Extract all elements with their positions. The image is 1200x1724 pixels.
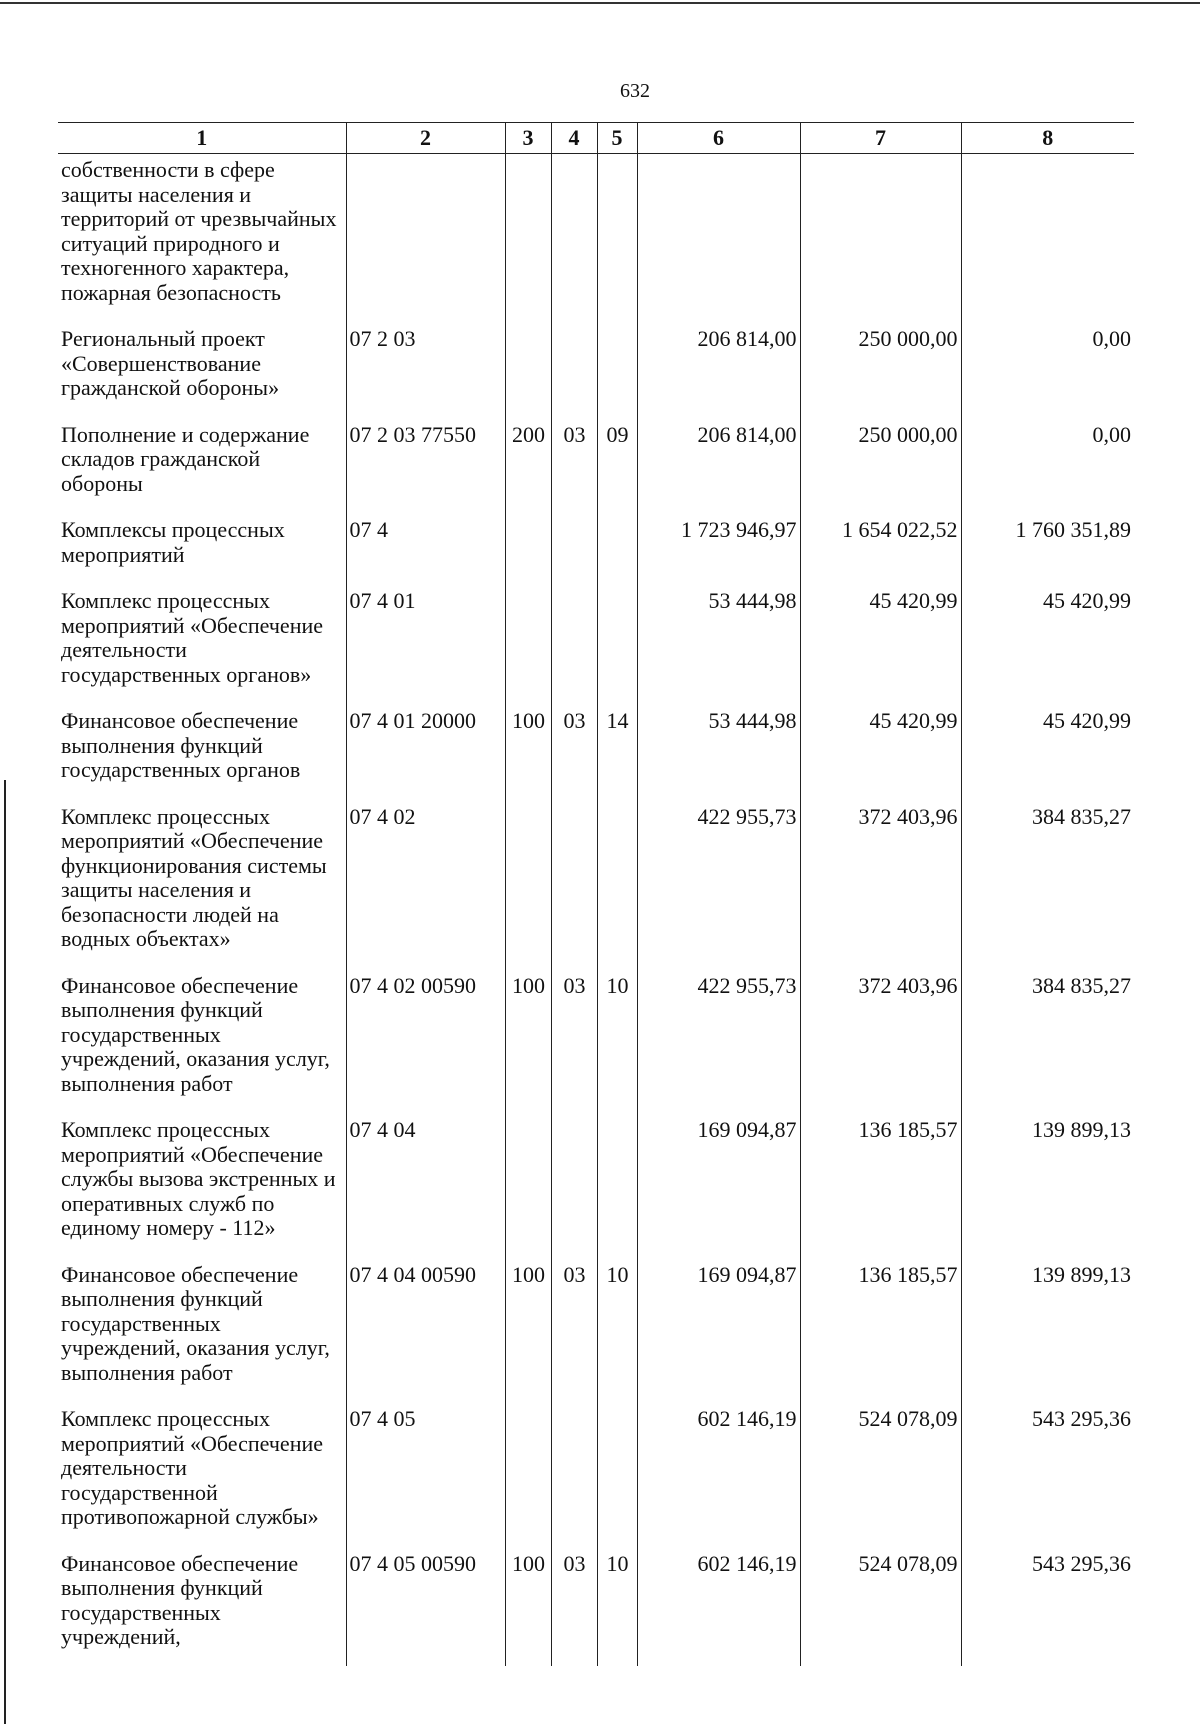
row-col6: 169 094,87 bbox=[637, 1114, 800, 1259]
row-col7: 372 403,96 bbox=[800, 970, 961, 1115]
row-name: Финансовое обеспечение выполнения функций государственных учреждений, оказания услуг, выполнения работ bbox=[58, 1259, 346, 1404]
row-col6: 169 094,87 bbox=[637, 1259, 800, 1404]
row-col8: 1 760 351,89 bbox=[961, 514, 1134, 585]
table-row bbox=[58, 705, 1134, 801]
row-col8: 45 420,99 bbox=[961, 705, 1134, 801]
row-col3: 200 bbox=[505, 419, 551, 515]
row-code: 07 2 03 77550 bbox=[346, 419, 505, 515]
column-header-8: 8 bbox=[961, 123, 1134, 154]
column-header-6: 6 bbox=[637, 123, 800, 154]
row-code: 07 4 04 00590 bbox=[346, 1259, 505, 1404]
row-col5 bbox=[597, 154, 637, 324]
row-col5: 14 bbox=[597, 705, 637, 801]
row-col6: 602 146,19 bbox=[637, 1403, 800, 1548]
row-col7: 136 185,57 bbox=[800, 1114, 961, 1259]
table-row bbox=[58, 1259, 1134, 1404]
row-col3 bbox=[505, 1114, 551, 1259]
row-col8: 45 420,99 bbox=[961, 585, 1134, 705]
row-col8: 543 295,36 bbox=[961, 1403, 1134, 1548]
budget-table bbox=[58, 122, 1134, 1666]
row-code: 07 4 02 00590 bbox=[346, 970, 505, 1115]
row-col7: 45 420,99 bbox=[800, 705, 961, 801]
table-row bbox=[58, 585, 1134, 705]
row-col6 bbox=[637, 154, 800, 324]
row-col3 bbox=[505, 1403, 551, 1548]
row-col6: 53 444,98 bbox=[637, 705, 800, 801]
row-col8: 0,00 bbox=[961, 323, 1134, 419]
row-col4: 03 bbox=[551, 1548, 597, 1666]
row-name: Комплекс процессных мероприятий «Обеспечение деятельности государственных органов» bbox=[58, 585, 346, 705]
row-name: Комплекс процессных мероприятий «Обеспечение деятельности государственной противопожарной службы» bbox=[58, 1403, 346, 1548]
row-code: 07 4 02 bbox=[346, 801, 505, 970]
row-col8: 0,00 bbox=[961, 419, 1134, 515]
row-col7: 1 654 022,52 bbox=[800, 514, 961, 585]
row-col8: 384 835,27 bbox=[961, 801, 1134, 970]
row-name: Финансовое обеспечение выполнения функций государственных учреждений, оказания услуг, выполнения работ bbox=[58, 970, 346, 1115]
row-code: 07 4 01 bbox=[346, 585, 505, 705]
row-col7: 250 000,00 bbox=[800, 419, 961, 515]
row-col7: 45 420,99 bbox=[800, 585, 961, 705]
row-col4: 03 bbox=[551, 419, 597, 515]
row-col4: 03 bbox=[551, 1259, 597, 1404]
row-name: Финансовое обеспечение выполнения функций государственных учреждений, bbox=[58, 1548, 346, 1666]
table-row bbox=[58, 970, 1134, 1115]
row-col5: 10 bbox=[597, 1548, 637, 1666]
column-header-2: 2 bbox=[346, 123, 505, 154]
row-col5 bbox=[597, 323, 637, 419]
row-col8: 543 295,36 bbox=[961, 1548, 1134, 1666]
row-name: Финансовое обеспечение выполнения функций государственных органов bbox=[58, 705, 346, 801]
row-col6: 206 814,00 bbox=[637, 323, 800, 419]
row-col3: 100 bbox=[505, 1548, 551, 1666]
row-col5: 09 bbox=[597, 419, 637, 515]
table-row bbox=[58, 1114, 1134, 1259]
row-col4 bbox=[551, 801, 597, 970]
row-col8: 384 835,27 bbox=[961, 970, 1134, 1115]
row-col5 bbox=[597, 585, 637, 705]
scan-border-left bbox=[4, 780, 6, 1724]
row-col6: 602 146,19 bbox=[637, 1548, 800, 1666]
row-col6: 206 814,00 bbox=[637, 419, 800, 515]
row-col5 bbox=[597, 1403, 637, 1548]
row-col7: 136 185,57 bbox=[800, 1259, 961, 1404]
row-col7: 372 403,96 bbox=[800, 801, 961, 970]
row-col6: 422 955,73 bbox=[637, 970, 800, 1115]
column-header-3: 3 bbox=[505, 123, 551, 154]
column-header-4: 4 bbox=[551, 123, 597, 154]
row-name: Комплекс процессных мероприятий «Обеспечение функционирования системы защиты населения и безопасности людей на водных объектах» bbox=[58, 801, 346, 970]
row-code bbox=[346, 154, 505, 324]
table-row bbox=[58, 1403, 1134, 1548]
table-row bbox=[58, 514, 1134, 585]
table-header-row bbox=[58, 123, 1134, 154]
row-col3 bbox=[505, 585, 551, 705]
table-row bbox=[58, 323, 1134, 419]
row-col7 bbox=[800, 154, 961, 324]
row-col4: 03 bbox=[551, 970, 597, 1115]
row-code: 07 4 01 20000 bbox=[346, 705, 505, 801]
row-col7: 250 000,00 bbox=[800, 323, 961, 419]
row-col5: 10 bbox=[597, 1259, 637, 1404]
row-col5: 10 bbox=[597, 970, 637, 1115]
row-col5 bbox=[597, 514, 637, 585]
row-col4 bbox=[551, 1403, 597, 1548]
row-col8 bbox=[961, 154, 1134, 324]
row-name: Комплексы процессных мероприятий bbox=[58, 514, 346, 585]
column-header-1: 1 bbox=[58, 123, 346, 154]
row-col3 bbox=[505, 154, 551, 324]
row-col6: 53 444,98 bbox=[637, 585, 800, 705]
row-name: Региональный проект «Совершенствование гражданской обороны» bbox=[58, 323, 346, 419]
row-col7: 524 078,09 bbox=[800, 1403, 961, 1548]
table-row bbox=[58, 1548, 1134, 1666]
row-col4 bbox=[551, 154, 597, 324]
row-col3: 100 bbox=[505, 1259, 551, 1404]
row-code: 07 4 bbox=[346, 514, 505, 585]
row-col6: 1 723 946,97 bbox=[637, 514, 800, 585]
row-code: 07 2 03 bbox=[346, 323, 505, 419]
page-number: 632 bbox=[620, 80, 650, 102]
row-col5 bbox=[597, 1114, 637, 1259]
table-row bbox=[58, 154, 1134, 324]
row-col3: 100 bbox=[505, 705, 551, 801]
row-name: Комплекс процессных мероприятий «Обеспечение службы вызова экстренных и оперативных служб по единому номеру - 112» bbox=[58, 1114, 346, 1259]
column-header-7: 7 bbox=[800, 123, 961, 154]
row-col4: 03 bbox=[551, 705, 597, 801]
row-code: 07 4 05 00590 bbox=[346, 1548, 505, 1666]
row-col3: 100 bbox=[505, 970, 551, 1115]
row-col3 bbox=[505, 801, 551, 970]
table-row bbox=[58, 419, 1134, 515]
row-col3 bbox=[505, 323, 551, 419]
row-col7: 524 078,09 bbox=[800, 1548, 961, 1666]
row-col4 bbox=[551, 514, 597, 585]
row-col3 bbox=[505, 514, 551, 585]
row-col4 bbox=[551, 585, 597, 705]
table-row bbox=[58, 801, 1134, 970]
row-name: Пополнение и содержание складов гражданской обороны bbox=[58, 419, 346, 515]
row-col6: 422 955,73 bbox=[637, 801, 800, 970]
row-col5 bbox=[597, 801, 637, 970]
row-col8: 139 899,13 bbox=[961, 1259, 1134, 1404]
row-col8: 139 899,13 bbox=[961, 1114, 1134, 1259]
row-code: 07 4 05 bbox=[346, 1403, 505, 1548]
row-col4 bbox=[551, 1114, 597, 1259]
column-header-5: 5 bbox=[597, 123, 637, 154]
row-col4 bbox=[551, 323, 597, 419]
row-name: собственности в сфере защиты населения и территорий от чрезвычайных ситуаций природного и техногенного характера, пожарная безопасность bbox=[58, 154, 346, 324]
scan-border-top bbox=[0, 2, 1200, 4]
row-code: 07 4 04 bbox=[346, 1114, 505, 1259]
